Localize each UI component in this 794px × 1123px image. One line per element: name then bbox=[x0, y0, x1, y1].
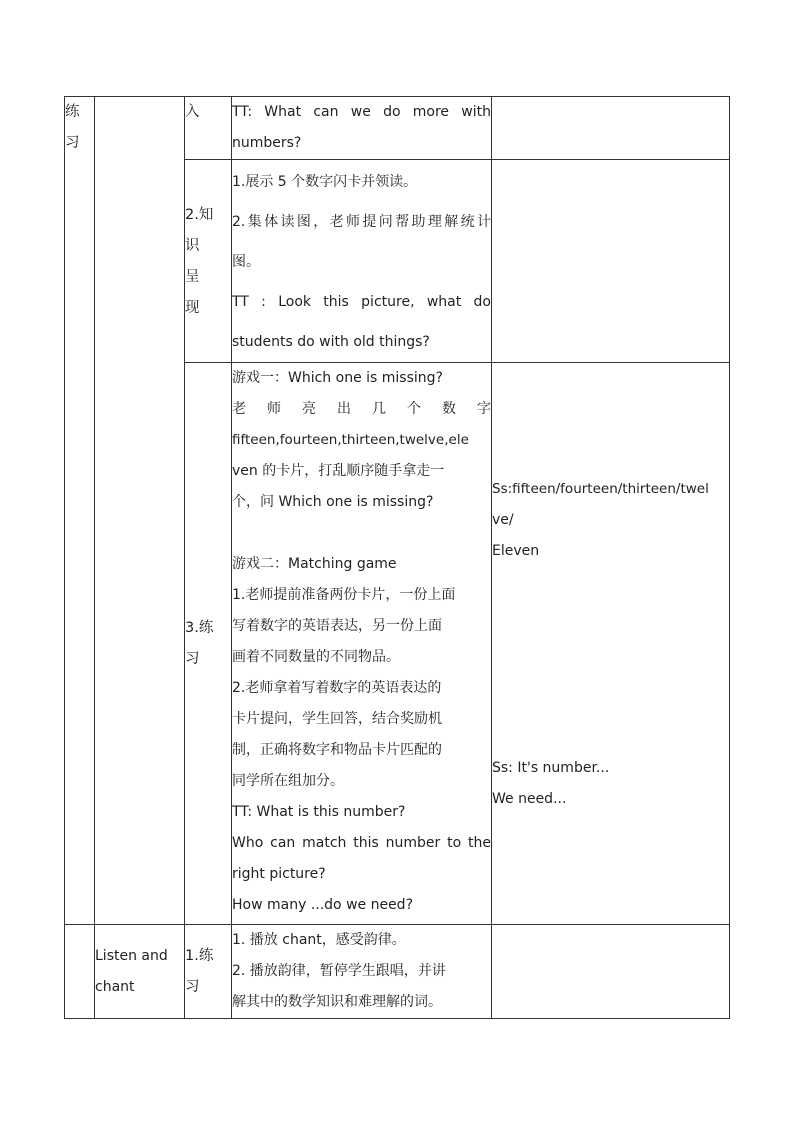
activity-line: 游戏二：Matching game bbox=[232, 556, 397, 572]
spacer bbox=[492, 567, 729, 753]
activity-line: right picture? bbox=[232, 866, 326, 882]
lesson-plan-table bbox=[64, 96, 730, 1019]
activity-cell bbox=[232, 160, 492, 363]
response-cell bbox=[492, 97, 730, 160]
activity-line: 1.展示 5 个数字闪卡并领读。 bbox=[232, 174, 418, 190]
response-line: Ss:fifteen/fourteen/thirteen/twel bbox=[492, 481, 709, 497]
activity-line: 画着不同数量的不同物品。 bbox=[232, 649, 400, 665]
spacer bbox=[492, 363, 729, 474]
step-label: 呈 bbox=[185, 269, 200, 285]
activity-line: 老 师 亮 出 几 个 数 字 bbox=[232, 401, 491, 417]
stage-char: 练 bbox=[65, 104, 80, 120]
stage-cell-empty bbox=[65, 925, 95, 1019]
activity-cell bbox=[232, 925, 492, 1019]
activity-line: ven 的卡片，打乱顺序随手拿走一 bbox=[232, 463, 445, 479]
step-label: 识 bbox=[185, 238, 200, 254]
activity-line: 2.集体读图，老师提问帮助理解统计 bbox=[232, 214, 491, 230]
step-cell bbox=[185, 160, 232, 363]
activity-line: 2. 播放韵律，暂停学生跟唱，并讲 bbox=[232, 963, 446, 979]
step-cell bbox=[185, 925, 232, 1019]
activity-cell bbox=[232, 363, 492, 925]
activity-line: TT: What is this number? bbox=[232, 804, 406, 820]
table-row-chant bbox=[65, 925, 730, 1019]
section-label: Listen and bbox=[95, 948, 168, 964]
activity-line: 制，正确将数字和物品卡片匹配的 bbox=[232, 742, 442, 758]
step-label: 1.练 bbox=[185, 948, 214, 964]
response-line: Eleven bbox=[492, 543, 540, 559]
activity-line: 写着数字的英语表达，另一份上面 bbox=[232, 618, 442, 634]
activity-line: 同学所在组加分。 bbox=[232, 773, 344, 789]
response-cell bbox=[492, 160, 730, 363]
step-label: 现 bbox=[185, 300, 200, 316]
spacer bbox=[232, 518, 491, 549]
activity-line: 1.老师提前准备两份卡片，一份上面 bbox=[232, 587, 456, 603]
stage-cell bbox=[65, 97, 95, 925]
section-cell bbox=[95, 925, 185, 1019]
activity-line: 解其中的数学知识和难理解的词。 bbox=[232, 994, 442, 1010]
step-cell bbox=[185, 97, 232, 160]
section-label: chant bbox=[95, 979, 135, 995]
step-label: 习 bbox=[185, 650, 200, 667]
activity-line: TT : Look this picture, what do bbox=[232, 294, 491, 310]
step-label: 入 bbox=[185, 104, 200, 120]
activity-line: 个，问 Which one is missing? bbox=[232, 494, 434, 510]
activity-cell bbox=[232, 97, 492, 160]
activity-line: fifteen,fourteen,thirteen,twelve,ele bbox=[232, 432, 469, 448]
stage-char: 习 bbox=[65, 135, 80, 151]
activity-line: How many ...do we need? bbox=[232, 897, 414, 913]
activity-line: 1. 播放 chant，感受韵律。 bbox=[232, 932, 406, 948]
response-cell bbox=[492, 925, 730, 1019]
activity-line: 游戏一：Which one is missing? bbox=[232, 370, 443, 386]
step-label: 2.知 bbox=[185, 207, 214, 223]
activity-line: 2.老师拿着写着数字的英语表达的 bbox=[232, 680, 442, 696]
activity-line: Who can match this number to the bbox=[232, 835, 491, 851]
activity-line: TT: What can we do more with bbox=[232, 104, 491, 120]
response-line: Ss: It's number... bbox=[492, 760, 610, 776]
table-row-intro bbox=[65, 97, 730, 160]
activity-line: 卡片提问，学生回答，结合奖励机 bbox=[232, 711, 442, 727]
activity-line: numbers? bbox=[232, 135, 302, 151]
response-line: We need... bbox=[492, 791, 567, 807]
activity-line: 图。 bbox=[232, 254, 260, 270]
section-cell-empty bbox=[95, 97, 185, 925]
response-cell bbox=[492, 363, 730, 925]
step-label: 习 bbox=[185, 979, 200, 995]
activity-line: students do with old things? bbox=[232, 334, 430, 350]
response-line: ve/ bbox=[492, 512, 514, 528]
step-cell bbox=[185, 363, 232, 925]
step-label: 3.练 bbox=[185, 619, 214, 636]
